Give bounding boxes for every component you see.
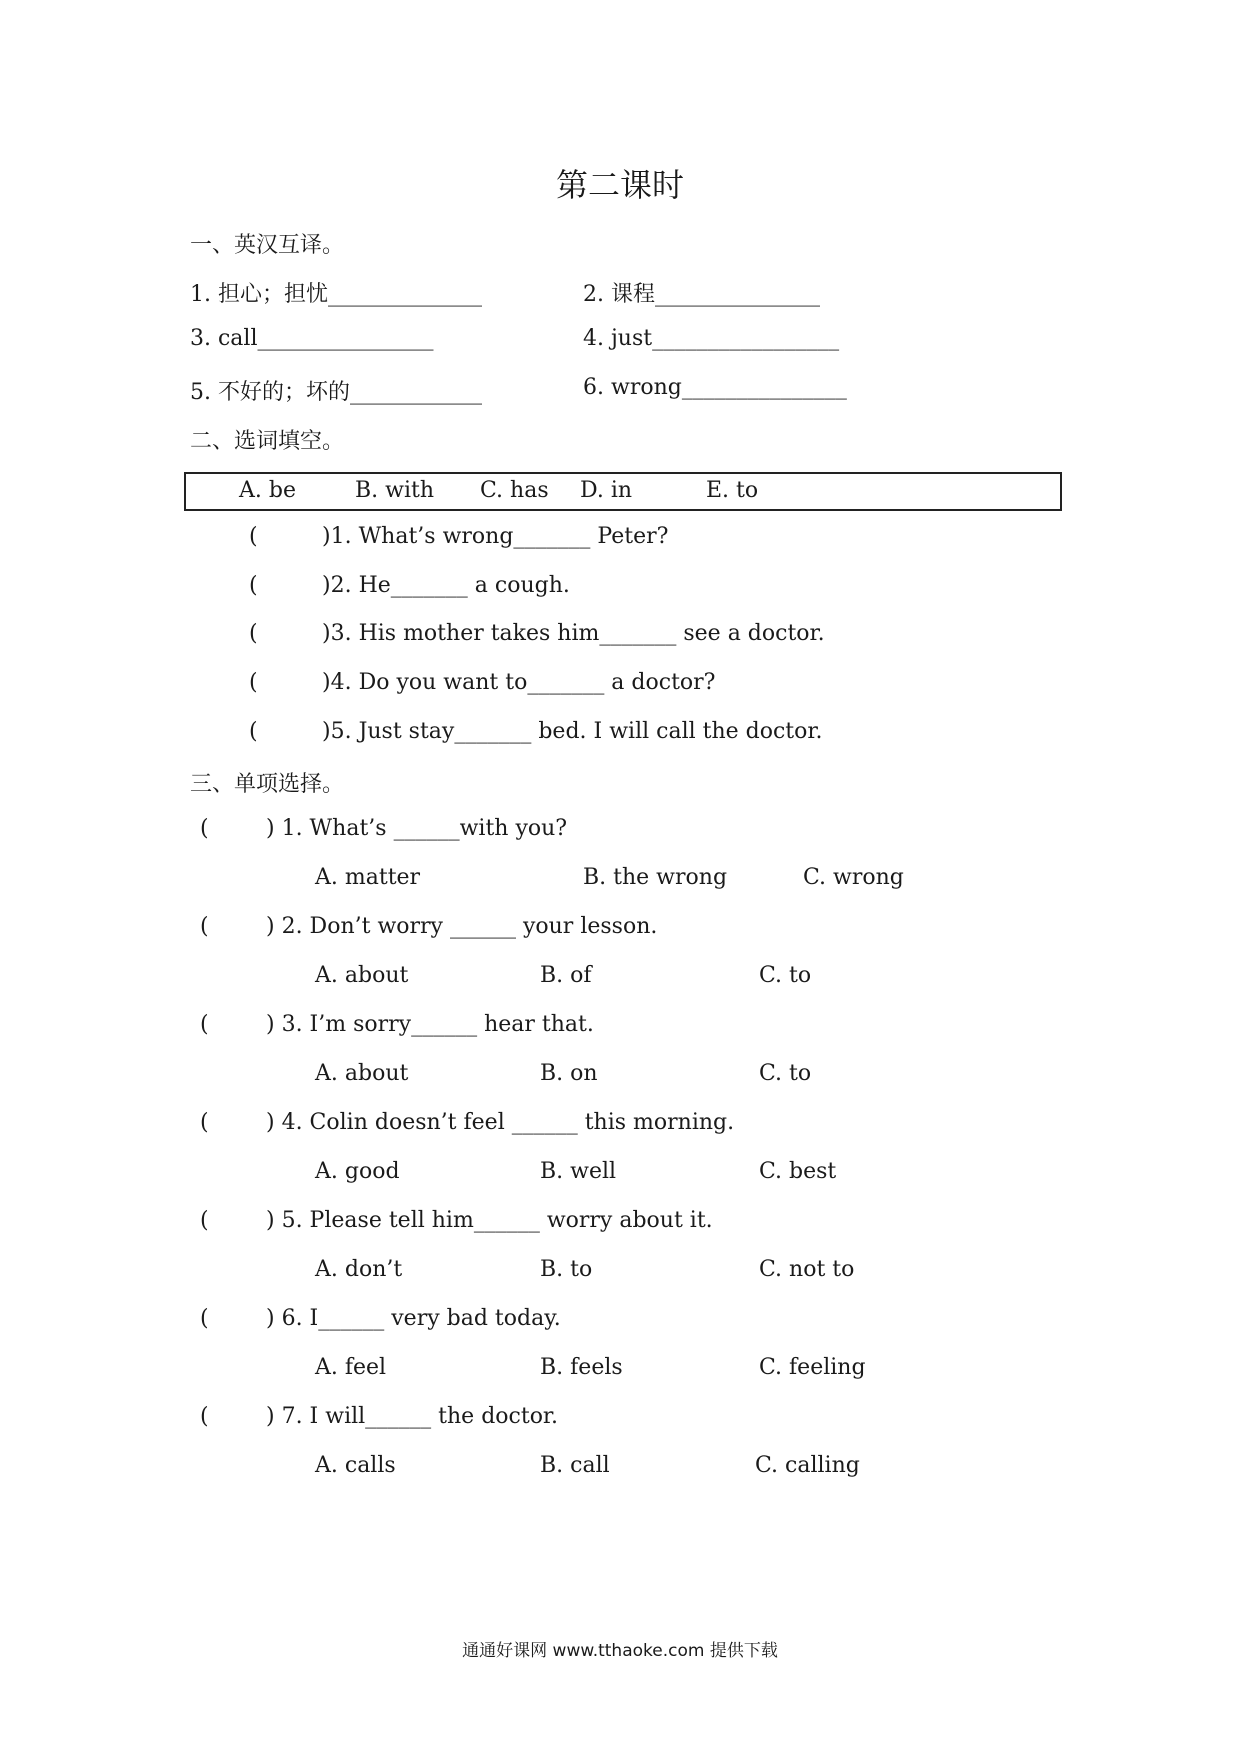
answer-paren: (	[249, 719, 258, 744]
page-title: 第二课时	[555, 166, 684, 204]
answer-paren: (	[249, 670, 258, 695]
fill-blank-question: )1. What’s wrong_______ Peter?	[322, 524, 669, 549]
translation-item: 2. 课程_______________	[583, 282, 820, 307]
fill-blank-question: )4. Do you want to_______ a doctor?	[322, 670, 716, 695]
mc-option: B. feels	[540, 1355, 623, 1380]
fill-blank-question: )3. His mother takes him_______ see a doctor.	[322, 621, 825, 646]
answer-paren: (	[249, 524, 258, 549]
mc-question: ) 2. Don’t worry ______ your lesson.	[266, 914, 658, 939]
mc-option: B. to	[540, 1257, 593, 1282]
fill-blank-question: )2. He_______ a cough.	[322, 573, 570, 598]
mc-option: C. best	[759, 1159, 837, 1184]
mc-option: C. to	[759, 1061, 812, 1086]
section-2-heading: 二、选词填空。	[190, 429, 345, 454]
mc-question: ) 3. I’m sorry______ hear that.	[266, 1012, 594, 1037]
mc-question: ) 7. I will______ the doctor.	[266, 1404, 559, 1429]
translation-item: 5. 不好的；坏的____________	[190, 380, 482, 405]
answer-paren: (	[200, 914, 209, 939]
answer-paren: (	[200, 1404, 209, 1429]
mc-option: A. matter	[315, 865, 421, 890]
word-bank-item: D. in	[580, 478, 633, 503]
translation-item: 1. 担心；担忧______________	[190, 282, 482, 307]
mc-option: A. about	[315, 1061, 409, 1086]
mc-option: B. call	[540, 1453, 610, 1478]
section-1-heading: 一、英汉互译。	[190, 233, 345, 258]
answer-paren: (	[200, 1110, 209, 1135]
mc-option: C. feeling	[759, 1355, 866, 1380]
mc-option: B. on	[540, 1061, 598, 1086]
word-bank-item: A. be	[239, 478, 296, 503]
answer-paren: (	[200, 1306, 209, 1331]
section-3-heading: 三、单项选择。	[190, 772, 345, 797]
mc-option: C. not to	[759, 1257, 855, 1282]
answer-paren: (	[249, 573, 258, 598]
mc-option: B. of	[540, 963, 592, 988]
mc-option: A. calls	[315, 1453, 396, 1478]
answer-paren: (	[249, 621, 258, 646]
mc-option: C. calling	[755, 1453, 860, 1478]
answer-paren: (	[200, 1208, 209, 1233]
mc-option: C. to	[759, 963, 812, 988]
translation-item: 3. call________________	[190, 326, 434, 351]
mc-option: A. don’t	[315, 1257, 403, 1282]
mc-question: ) 5. Please tell him______ worry about it.	[266, 1208, 713, 1233]
fill-blank-question: )5. Just stay_______ bed. I will call the doctor.	[322, 719, 823, 744]
footer-source-text: 通通好课网 www.tthaoke.com 提供下载	[462, 1641, 778, 1661]
mc-option: B. well	[540, 1159, 617, 1184]
answer-paren: (	[200, 1012, 209, 1037]
mc-option: B. the wrong	[583, 865, 728, 890]
mc-question: ) 4. Colin doesn’t feel ______ this morning.	[266, 1110, 735, 1135]
translation-item: 6. wrong_______________	[583, 375, 847, 400]
mc-question: ) 1. What’s ______with you?	[266, 816, 568, 841]
mc-option: A. feel	[315, 1355, 387, 1380]
answer-paren: (	[200, 816, 209, 841]
translation-item: 4. just_________________	[583, 326, 840, 351]
word-bank-item: C. has	[480, 478, 549, 503]
mc-option: A. good	[315, 1159, 400, 1184]
word-bank-box	[184, 472, 1062, 511]
mc-option: C. wrong	[803, 865, 904, 890]
mc-question: ) 6. I______ very bad today.	[266, 1306, 561, 1331]
word-bank-item: E. to	[706, 478, 759, 503]
word-bank-item: B. with	[355, 478, 435, 503]
mc-option: A. about	[315, 963, 409, 988]
